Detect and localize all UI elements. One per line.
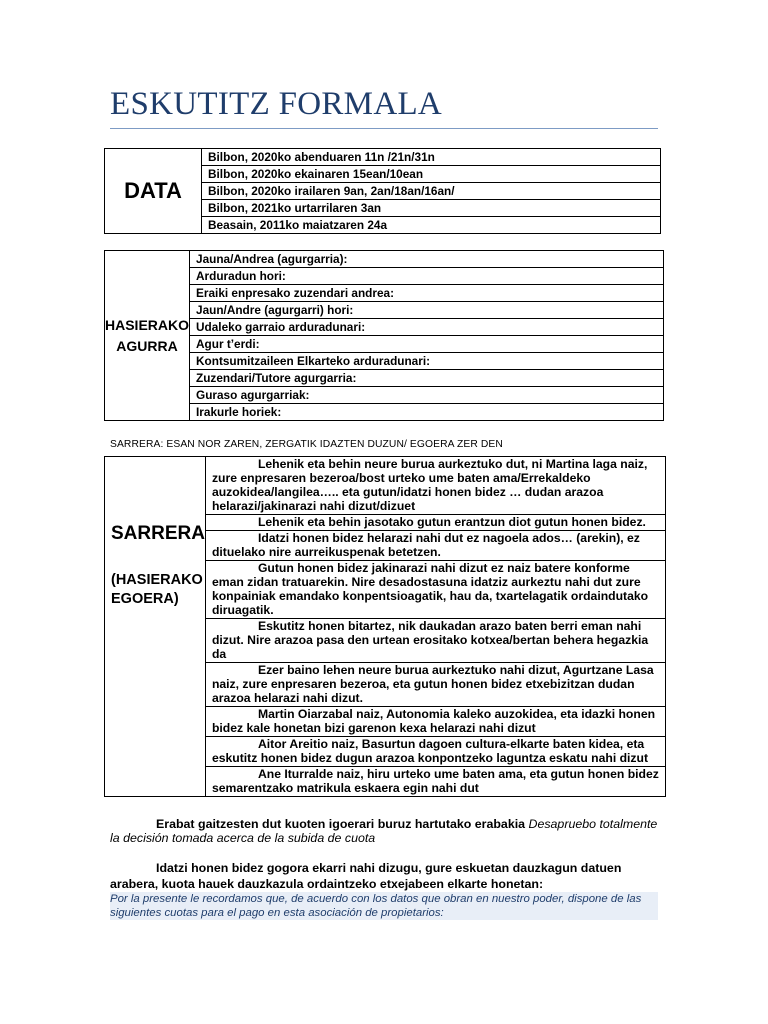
intro-example (205, 707, 665, 737)
greeting-row: Agur t’erdi: (190, 336, 664, 353)
date-row: Bilbon, 2020ko abenduaren 11n /21n/31n (202, 149, 661, 166)
document-title: ESKUTITZ FORMALA (110, 86, 443, 122)
sarrera-header: SARRERA (111, 523, 205, 544)
disagreement-spanish: Desapruebo totalmente la decisión tomada acerca de la subida de cuota (110, 817, 658, 845)
greeting-row: Kontsumitzaileen Elkarteko arduradunari: (190, 353, 664, 370)
title-underline (110, 128, 658, 129)
sarrera-caption: SARRERA: ESAN NOR ZAREN, ZERGATIK IDAZTEN DUZUN/ EGOERA ZER DEN (110, 439, 503, 450)
intro-example (205, 619, 665, 663)
agurra-table (104, 250, 664, 421)
data-table-header: DATA (105, 149, 202, 234)
greeting-row: Guraso agurgarriak: (190, 387, 664, 404)
date-row: Bilbon, 2020ko ekainaren 15ean/10ean (202, 166, 661, 183)
greeting-row: Udaleko garraio arduradunari: (190, 319, 664, 336)
intro-example (205, 767, 665, 797)
reminder-spanish: Por la presente le recordamos que, de acuerdo con los datos que obran en nuestro poder, dispone de las siguientes cuotas para el pago en esta asociación de propietarios: (110, 892, 658, 920)
intro-example-text: Lehenik eta behin neure burua aurkeztuko dut, ni Martina laga naiz, zure enpresaren bezeroa/bost urteko ume baten ama/Errekaldeko auzokidea/langilea….. eta gutun/idatzi honen bidez … dudan arazoa helarazi/jakinarazi nahi dizut/dizuet (211, 457, 648, 513)
sarrera-subheader (111, 571, 205, 609)
intro-example-text: Ane Iturralde naiz, hiru urteko ume baten ama, eta gutun honen bidez semarentzako matrikula eskaera egin nahi dut (211, 767, 659, 795)
intro-example (205, 515, 665, 531)
intro-example (205, 737, 665, 767)
greeting-row: Jauna/Andrea (agurgarria): (190, 251, 664, 268)
sarrera-table-header (105, 457, 206, 797)
reminder-paragraph (110, 860, 668, 892)
agurra-header-line1: HASIERAKO (105, 316, 190, 333)
intro-example-text: Gutun honen bidez jakinarazi nahi dizut ez naiz batere konforme eman zidan tratuarekin. Nire desadostasuna idatziz aurkeztu nahi dut zure konpainiak emandako konpentsioagatik, hau da, txartelagatik ordaindutako diruagatik. (211, 561, 649, 617)
greeting-row: Jaun/Andre (agurgarri) hori: (190, 302, 664, 319)
intro-example (205, 457, 665, 515)
intro-example-text: Idatzi honen bidez helarazi nahi dut ez nagoela ados… (arekin), ez dituelako nire aurreikuspenak betetzen. (211, 531, 640, 559)
greeting-row: Zuzendari/Tutore agurgarria: (190, 370, 664, 387)
greeting-row: Irakurle horiek: (190, 404, 664, 421)
greeting-row: Arduradun hori: (190, 268, 664, 285)
intro-example (205, 663, 665, 707)
intro-example-text: Aitor Areitio naiz, Basurtun dagoen cultura-elkarte baten kidea, eta eskutitz honen bidez dugun arazoa konpontzeko laguntza eskatu nahi dizut (211, 737, 649, 765)
intro-example-text: Martin Oiarzabal naiz, Autonomia kaleko auzokidea, eta idazki honen bidez kale honetan bizi garenon kexa helarazi nahi dizut (211, 707, 656, 735)
date-row: Bilbon, 2021ko urtarrilaren 3an (202, 200, 661, 217)
reminder-basque: Idatzi honen bidez gogora ekarri nahi dizugu, gure eskuetan dauzkagun datuen arabera, kuota hauek dauzkazula ordaintzeko etxejabeen elkarte honetan: (110, 861, 622, 891)
greeting-row: Eraiki enpresako zuzendari andrea: (190, 285, 664, 302)
disagreement-basque: Erabat gaitzesten dut kuoten igoerari buruz hartutako erabakia (156, 817, 526, 831)
intro-example-text: Lehenik eta behin jasotako gutun erantzun diot gutun honen bidez. (257, 515, 646, 529)
sarrera-subheader-line1: (HASIERAKO (111, 572, 203, 588)
date-row: Bilbon, 2020ko irailaren 9an, 2an/18an/16an/ (202, 183, 661, 200)
intro-example-text: Ezer baino lehen neure burua aurkeztuko nahi dizut, Agurtzane Lasa naiz, zure enpresaren bezeroa, eta gutun honen bidez etxebizitzan dudan arazoa helarazi nahi dizut. (211, 663, 654, 705)
sarrera-table (104, 456, 666, 797)
disagreement-paragraph (110, 817, 670, 845)
agurra-table-header (105, 251, 190, 421)
agurra-header-line2: AGURRA (116, 337, 178, 354)
intro-example-text: Eskutitz honen bitartez, nik daukadan arazo baten berri eman nahi dizut. Nire arazoa pasa den urtean erositako kotxea/bertan behera hegazkia da (211, 619, 649, 661)
sarrera-subheader-line2: EGOERA) (111, 591, 179, 607)
intro-example (205, 531, 665, 561)
date-row: Beasain, 2011ko maiatzaren 24a (202, 217, 661, 234)
intro-example (205, 561, 665, 619)
data-table (104, 148, 661, 234)
